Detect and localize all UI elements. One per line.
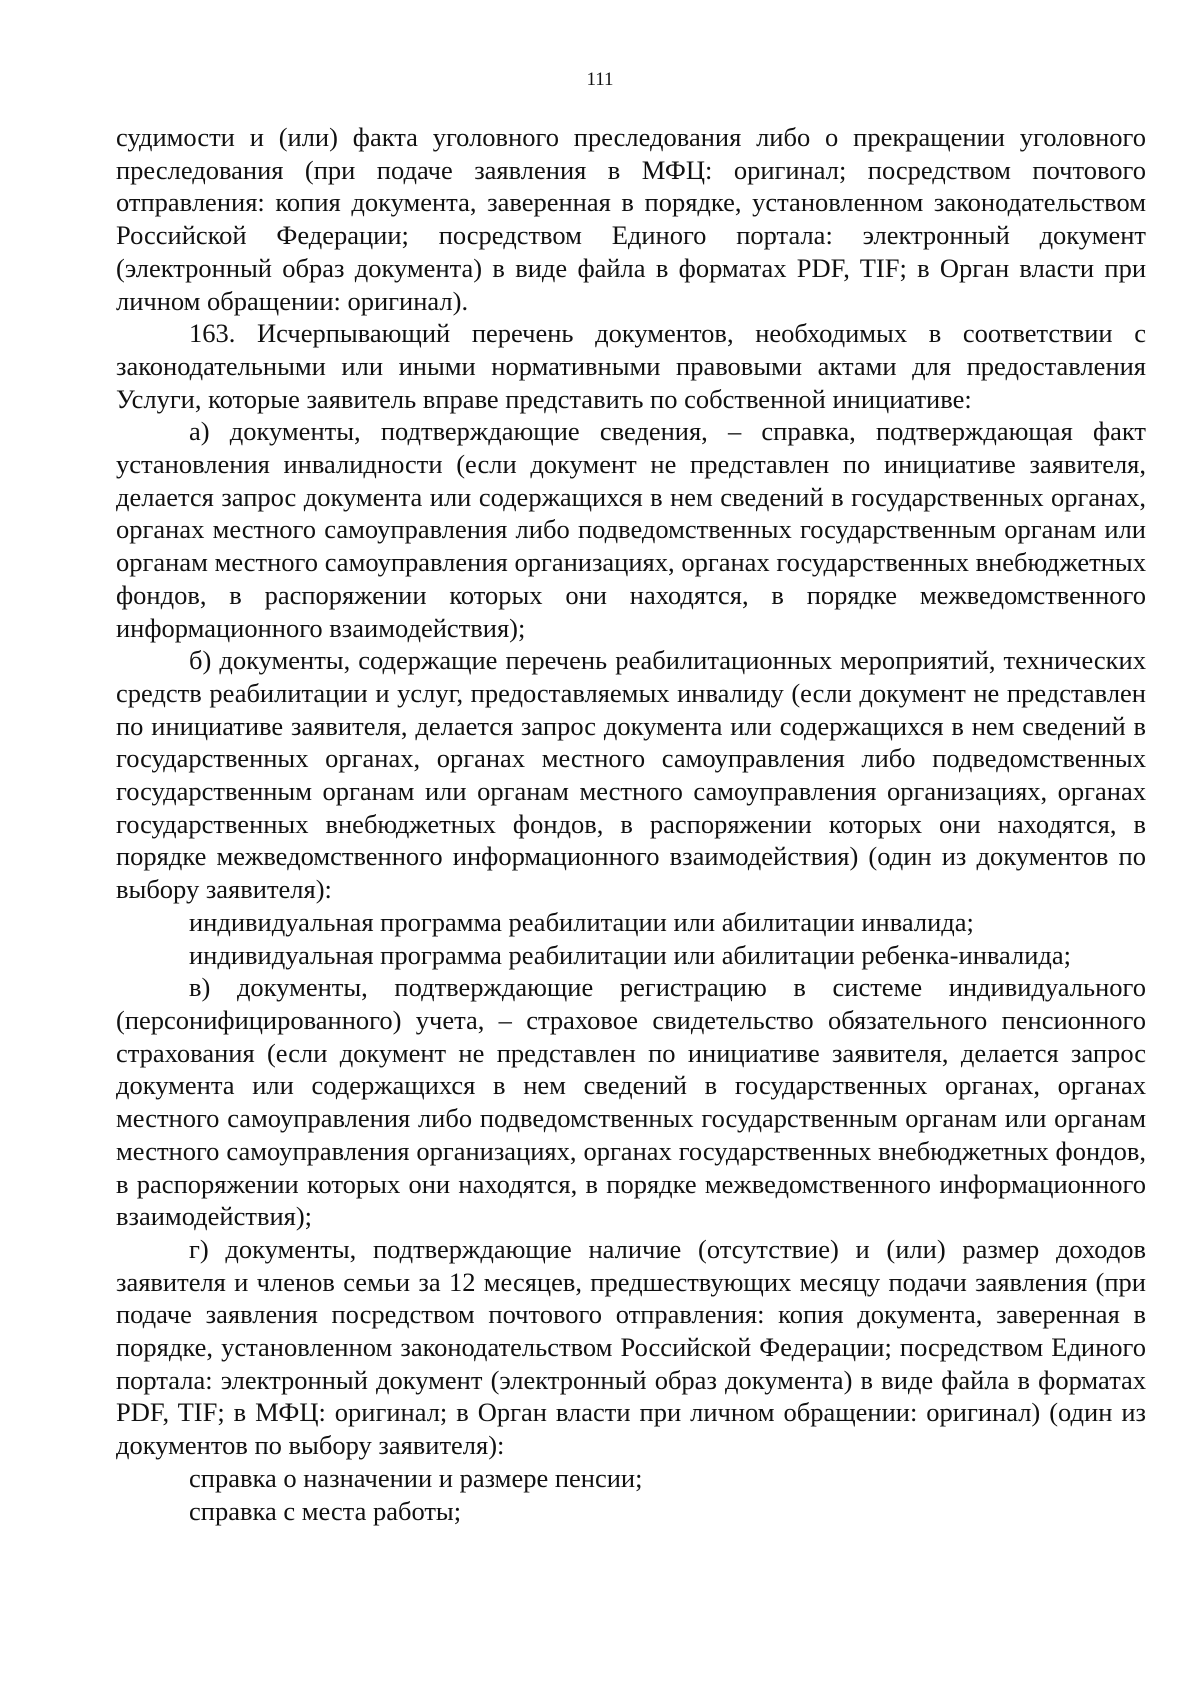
paragraph-item-g-option-2: справка с места работы; xyxy=(189,1495,462,1526)
paragraph-163: 163. Исчерпывающий перечень документов, необходимых в соответствии с законодательными или иными нормативными правовыми актами для предоставления Услуги, которые заявитель вправе представить по собственной инициативе: xyxy=(116,318,1146,414)
paragraph-item-a: а) документы, подтверждающие сведения, – справка, подтверждающая факт установления инвалидности (если документ не представлен по инициативе заявителя, делается запрос документа или содержащихся в нем сведений в государственных органах, органах местного самоуправления либо подведомственных государственным органам или органам местного самоуправления организациях, органах государственных внебюджетных фондов, в распоряжении которых они находятся, в порядке межведомственного информационного взаимодействия); xyxy=(116,416,1146,643)
paragraph-continuation: судимости и (или) факта уголовного преследования либо о прекращении уголовного преследования (при подаче заявления в МФЦ: оригинал; посредством почтового отправления: копия документа, заверенная в порядке, установленном законодательством Российской Федерации; посредством Единого портала: электронный документ (электронный образ документа) в виде файла в форматах PDF, TIF; в Орган власти при личном обращении: оригинал). xyxy=(116,122,1146,316)
page-number: 111 xyxy=(586,69,614,90)
paragraph-item-b-option-1: индивидуальная программа реабилитации или абилитации инвалида; xyxy=(189,906,974,937)
paragraph-item-g-option-1: справка о назначении и размере пенсии; xyxy=(189,1462,643,1493)
paragraph-item-v: в) документы, подтверждающие регистрацию в системе индивидуального (персонифицированного) учета, – страховое свидетельство обязательного пенсионного страхования (если документ не представлен по инициативе заявителя, делается запрос документа или содержащихся в нем сведений в государственных органах, органах местного самоуправления либо подведомственных государственным органам или органам местного самоуправления организациях, органах государственных внебюджетных фондов, в распоряжении которых они находятся, в порядке межведомственного информационного взаимодействия); xyxy=(116,972,1146,1232)
paragraph-item-g: г) документы, подтверждающие наличие (отсутствие) и (или) размер доходов заявителя и членов семьи за 12 месяцев, предшествующих месяцу подачи заявления (при подаче заявления посредством почтового отправления: копия документа, заверенная в порядке, установленном законодательством Российской Федерации; посредством Единого портала: электронный документ (электронный образ документа) в виде файла в форматах PDF, TIF; в МФЦ: оригинал; в Орган власти при личном обращении: оригинал) (один из документов по выбору заявителя): xyxy=(116,1233,1146,1461)
paragraph-item-b: б) документы, содержащие перечень реабилитационных мероприятий, технических средств реабилитации и услуг, предоставляемых инвалиду (если документ не представлен по инициативе заявителя, делается запрос документа или содержащихся в нем сведений в государственных органах, органах местного самоуправления либо подведомственных государственным органам или органам местного самоуправления организациях, органах государственных внебюджетных фондов, в распоряжении которых они находятся, в порядке межведомственного информационного взаимодействия) (один из документов по выбору заявителя): xyxy=(116,645,1146,905)
paragraph-item-b-option-2: индивидуальная программа реабилитации или абилитации ребенка-инвалида; xyxy=(189,939,1072,970)
document-body xyxy=(116,121,1146,1527)
